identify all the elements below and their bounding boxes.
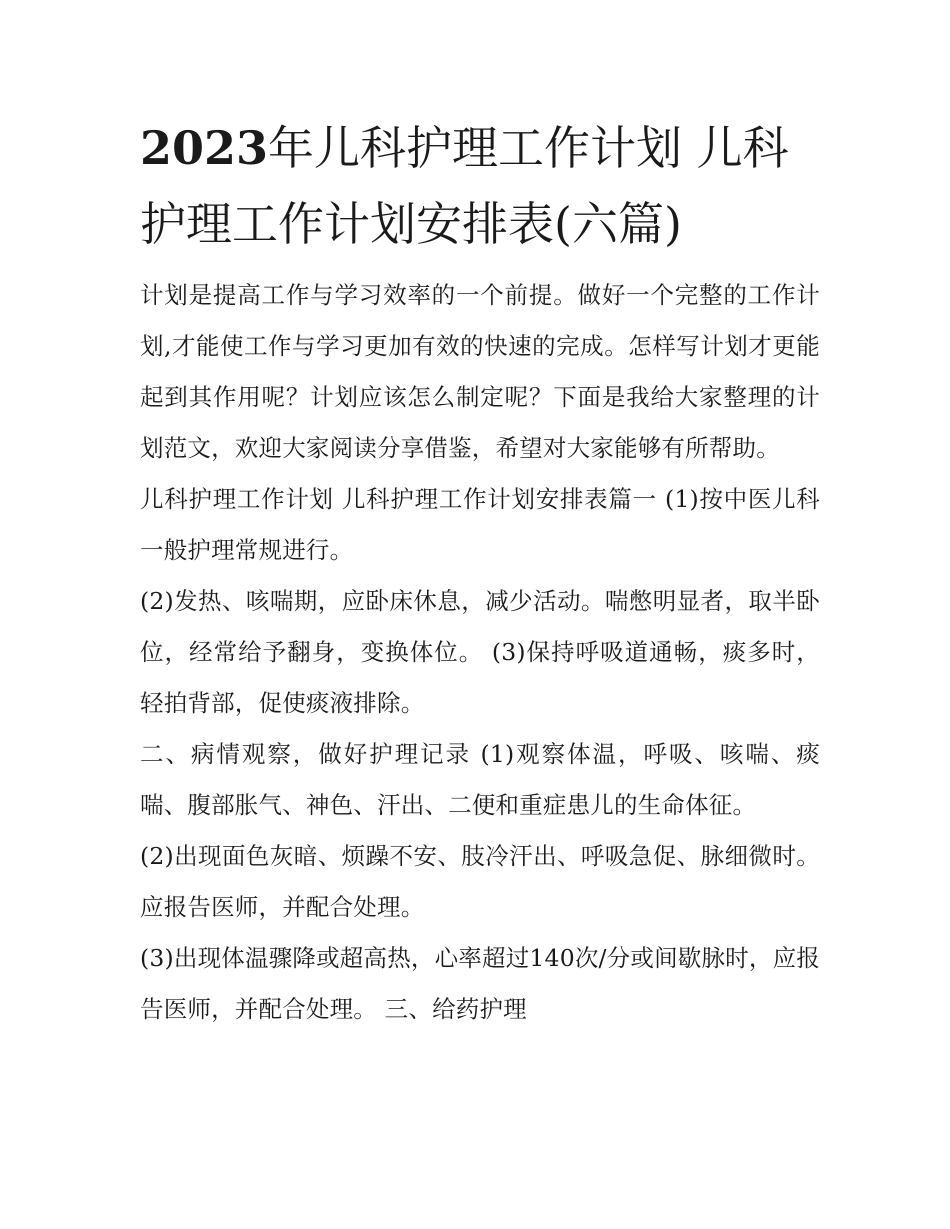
body-paragraph: (2)发热、咳喘期，应卧床休息，减少活动。喘憋明显者，取半卧位，经常给予翻身，变换体位。 (3)保持呼吸道通畅，痰多时，轻拍背部，促使痰液排除。: [140, 587, 820, 717]
body-paragraph: (3)出现体温骤降或超高热，心率超过140次/分或间歇脉时，应报告医师，并配合处理。 三、给药护理: [140, 944, 820, 1023]
document-title: [140, 110, 820, 262]
body-paragraph: 二、病情观察，做好护理记录 (1)观察体温，呼吸、咳喘、痰喘、腹部胀气、神色、汗出、二便和重症患儿的生命体征。: [140, 740, 820, 819]
body-paragraph: (2)出现面色灰暗、烦躁不安、肢冷汗出、呼吸急促、脉细微时。应报告医师，并配合处理。: [140, 842, 820, 921]
body-paragraph: 儿科护理工作计划 儿科护理工作计划安排表篇一 (1)按中医儿科一般护理常规进行。: [140, 485, 820, 564]
intro-paragraph: 计划是提高工作与学习效率的一个前提。做好一个完整的工作计划,才能使工作与学习更加有效的快速的完成。怎样写计划才更能起到其作用呢？计划应该怎么制定呢？下面是我给大家整理的计划范文，欢迎大家阅读分享借鉴，希望对大家能够有所帮助。: [140, 281, 820, 462]
title-text: 年儿科护理工作计划 儿科护理工作计划安排表(六篇): [140, 121, 789, 251]
title-year: 2023: [140, 121, 269, 175]
document-page: [140, 110, 820, 1035]
